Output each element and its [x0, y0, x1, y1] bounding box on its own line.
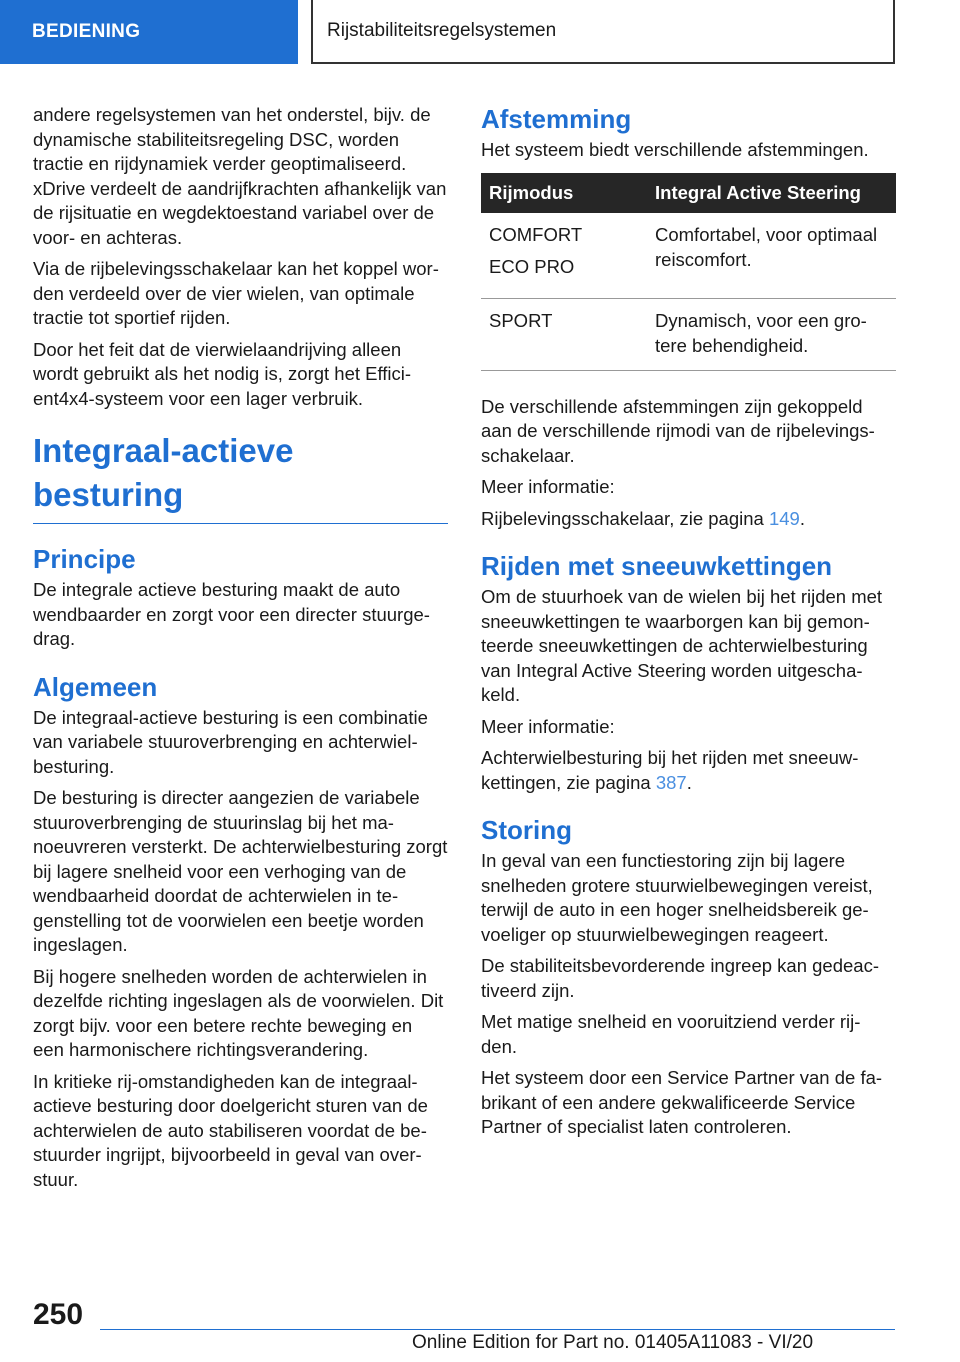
page-link[interactable]: 387 [655, 771, 687, 793]
reference-end: . [799, 507, 805, 529]
table-cell-desc: Dynamisch, voor een gro-tere behendigheid. [647, 298, 896, 370]
body-paragraph: Meer informatie: [481, 476, 615, 497]
sneeuw-section [481, 549, 896, 795]
body-paragraph: Door het feit dat de vierwielaandrijving alleen wordt gebruikt als het nodig is, zorgt het Effici-ent4x4-systeem voor een lager verbruik. [33, 338, 412, 409]
table-header-row [481, 173, 896, 213]
footer-divider [100, 1329, 895, 1330]
mode-label: COMFORT [489, 223, 583, 245]
table-cell-mode [481, 298, 647, 370]
reference-line [481, 507, 896, 532]
left-column [33, 103, 448, 1199]
table-header-cell: Rijmodus [481, 173, 647, 213]
body-paragraph: Het systeem door een Service Partner van de fa-brikant of een andere gekwalificeerde Service Partner of specialist laten controleren. [481, 1067, 883, 1137]
section-heading-afstemming: Afstemming [481, 104, 632, 134]
body-paragraph: De integrale actieve besturing maakt de auto wendbaarder en zorgt voor een directer stuurge-drag. [33, 579, 430, 649]
body-paragraph: andere regelsystemen van het onderstel, bijv. de dynamische stabiliteitsregeling DSC, worden tractie en rijdynamiek verder geoptimaliseerd. xDrive verdeelt de aandrijfkrachten afhankelijk van de rijsituatie en wegdektoestand variabel over de voor- en achteras. [33, 104, 447, 248]
afstemming-table [481, 173, 896, 371]
body-paragraph: De integraal-actieve besturing is een combinatie van variabele stuuroverbrenging en achterwiel-besturing. [33, 706, 428, 777]
body-paragraph: Met matige snelheid en vooruitziend verder rij-den. [481, 1011, 861, 1057]
body-paragraph: In geval van een functiestoring zijn bij lagere snelheden grotere stuurwielbewegingen vereist, terwijl de auto in een hoger snelheidsbereik ge-voeliger op stuurwielbewegingen reageert. [481, 850, 873, 945]
table-header-cell: Integral Active Steering [647, 173, 896, 213]
body-paragraph: De stabiliteitsbevorderende ingreep kan gedeac-tiveerd zijn. [481, 955, 880, 1001]
table-row [481, 298, 896, 370]
storing-section [481, 813, 896, 1140]
algemeen-section [33, 670, 448, 1193]
mode-label: ECO PRO [489, 255, 575, 277]
body-paragraph: Het systeem biedt verschillende afstemmingen. [481, 139, 869, 160]
section-heading-principe: Principe [33, 544, 136, 574]
body-paragraph: Bij hogere snelheden worden de achterwielen in dezelfde richting ingeslagen als de voorwielen. Dit zorgt bijv. voor een betere rechte beweging en een harmonischere richtingsverandering. [33, 965, 444, 1060]
table-cell-mode [481, 213, 647, 299]
principe-section [33, 542, 448, 652]
mode-label: SPORT [489, 309, 553, 331]
section-heading-sneeuw: Rijden met sneeuwkettingen [481, 551, 833, 581]
reference-end: . [686, 771, 692, 793]
footer-edition: Online Edition for Part no. 01405A11083 - VI/20 [412, 1332, 814, 1353]
reference-text: Achterwielbesturing bij het rijden met sneeuw-kettingen, zie pagina [481, 747, 859, 793]
chapter-title: Rijstabiliteitsregelsystemen [311, 0, 895, 64]
main-heading: Integraal-actieve besturing [33, 429, 448, 524]
body-paragraph: Om de stuurhoek van de wielen bij het rijden met sneeuwkettingen te waarborgen kan bij gemon-teerde sneeuwkettingen de achterwielbesturing van Integral Active Steering worden uitgescha-keld. [481, 586, 883, 705]
body-paragraph: Via de rijbelevingsschakelaar kan het koppel wor-den verdeeld over de vier wielen, van optimale tractie tot sportief rijden. [33, 258, 439, 328]
body-paragraph: De besturing is directer aangezien de variabele stuuroverbrenging de stuurinslag bij het ma-noeuvreren versterkt. De achterwielbesturing zorgt bij lagere snelheid voor een verhoging van de wendbaarheid doordat de achterwielen in te-genstelling tot de voorwielen een beetje worden ingeslagen. [33, 787, 448, 955]
table-cell-desc: Comfortabel, voor optimaal reiscomfort. [647, 213, 896, 299]
body-paragraph: Meer informatie: [481, 715, 615, 737]
reference-text: Rijbelevingsschakelaar, zie pagina [481, 507, 769, 529]
reference-line [481, 746, 896, 795]
table-row [481, 213, 896, 299]
body-paragraph: In kritieke rij-omstandigheden kan de integraal-actieve besturing door doelgericht sturen van de achterwielen de auto stabiliseren voordat de be-stuurder ingrijpt, bijvoorbeeld in geval van over-stuur. [33, 1070, 428, 1190]
right-column [481, 102, 896, 1147]
section-heading-algemeen: Algemeen [33, 671, 158, 702]
section-tab: BEDIENING [0, 0, 298, 64]
section-heading-storing: Storing [481, 815, 572, 845]
body-paragraph: De verschillende afstemmingen zijn gekoppeld aan de verschillende rijmodi van de rijbelevings-schakelaar. [481, 395, 875, 466]
page-number: 250 [33, 1298, 84, 1331]
page-link[interactable]: 149 [768, 507, 800, 529]
